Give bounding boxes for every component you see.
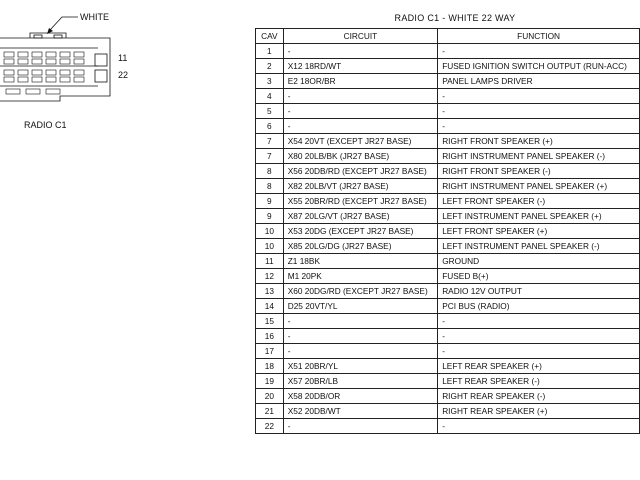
cav-cell: 6	[256, 119, 284, 134]
circuit-cell: X87 20LG/VT (JR27 BASE)	[283, 209, 437, 224]
function-cell: RIGHT INSTRUMENT PANEL SPEAKER (+)	[438, 179, 640, 194]
cav-cell: 7	[256, 134, 284, 149]
table-row	[256, 134, 640, 149]
table-row	[256, 419, 640, 434]
leader-line	[50, 17, 78, 30]
table-row	[256, 374, 640, 389]
table-row	[256, 359, 640, 374]
function-cell: LEFT INSTRUMENT PANEL SPEAKER (-)	[438, 239, 640, 254]
cav-cell: 9	[256, 194, 284, 209]
table-row	[256, 239, 640, 254]
function-cell: LEFT REAR SPEAKER (-)	[438, 374, 640, 389]
function-cell: FUSED B(+)	[438, 269, 640, 284]
pin-label-11: 11	[118, 53, 128, 63]
cav-cell: 2	[256, 59, 284, 74]
table-row	[256, 269, 640, 284]
circuit-cell: Z1 18BK	[283, 254, 437, 269]
cav-cell: 18	[256, 359, 284, 374]
cav-cell: 19	[256, 374, 284, 389]
circuit-cell: -	[283, 314, 437, 329]
table-row	[256, 44, 640, 59]
circuit-cell: X57 20BR/LB	[283, 374, 437, 389]
cav-cell: 14	[256, 299, 284, 314]
function-cell: PANEL LAMPS DRIVER	[438, 74, 640, 89]
circuit-cell: -	[283, 419, 437, 434]
circuit-cell: X82 20LB/VT (JR27 BASE)	[283, 179, 437, 194]
table-row	[256, 404, 640, 419]
circuit-cell: X58 20DB/OR	[283, 389, 437, 404]
connector-name: RADIO C1	[24, 120, 67, 130]
connector-diagram	[0, 0, 250, 160]
connector-color-label: WHITE	[80, 12, 109, 22]
cav-cell: 10	[256, 224, 284, 239]
function-cell: -	[438, 44, 640, 59]
table-row	[256, 104, 640, 119]
table-title: RADIO C1 - WHITE 22 WAY	[394, 13, 516, 23]
cav-cell: 13	[256, 284, 284, 299]
table-row	[256, 344, 640, 359]
circuit-cell: X51 20BR/YL	[283, 359, 437, 374]
function-cell: PCI BUS (RADIO)	[438, 299, 640, 314]
circuit-cell: -	[283, 104, 437, 119]
circuit-cell: -	[283, 344, 437, 359]
table-row	[256, 329, 640, 344]
circuit-cell: X12 18RD/WT	[283, 59, 437, 74]
circuit-cell: X56 20DB/RD (EXCEPT JR27 BASE)	[283, 164, 437, 179]
cav-cell: 5	[256, 104, 284, 119]
cav-cell: 15	[256, 314, 284, 329]
function-cell: -	[438, 419, 640, 434]
cav-cell: 20	[256, 389, 284, 404]
circuit-cell: -	[283, 119, 437, 134]
table-row	[256, 119, 640, 134]
cav-cell: 21	[256, 404, 284, 419]
function-cell: LEFT INSTRUMENT PANEL SPEAKER (+)	[438, 209, 640, 224]
cav-cell: 11	[256, 254, 284, 269]
cav-cell: 16	[256, 329, 284, 344]
table-body	[256, 44, 640, 434]
function-cell: RIGHT REAR SPEAKER (+)	[438, 404, 640, 419]
table-row	[256, 209, 640, 224]
cav-cell: 9	[256, 209, 284, 224]
table-row	[256, 284, 640, 299]
function-cell: LEFT FRONT SPEAKER (+)	[438, 224, 640, 239]
circuit-cell: M1 20PK	[283, 269, 437, 284]
cav-cell: 3	[256, 74, 284, 89]
function-cell: GROUND	[438, 254, 640, 269]
cav-cell: 12	[256, 269, 284, 284]
cav-cell: 8	[256, 164, 284, 179]
cav-cell: 7	[256, 149, 284, 164]
circuit-cell: X52 20DB/WT	[283, 404, 437, 419]
circuit-cell: X80 20LB/BK (JR27 BASE)	[283, 149, 437, 164]
function-cell: RIGHT INSTRUMENT PANEL SPEAKER (-)	[438, 149, 640, 164]
header-cav: CAV	[256, 29, 284, 44]
cav-cell: 22	[256, 419, 284, 434]
circuit-cell: E2 18OR/BR	[283, 74, 437, 89]
header-circuit: CIRCUIT	[283, 29, 437, 44]
function-cell: RIGHT REAR SPEAKER (-)	[438, 389, 640, 404]
circuit-cell: X54 20VT (EXCEPT JR27 BASE)	[283, 134, 437, 149]
table-row	[256, 299, 640, 314]
table-row	[256, 164, 640, 179]
circuit-cell: -	[283, 44, 437, 59]
table-row	[256, 59, 640, 74]
function-cell: FUSED IGNITION SWITCH OUTPUT (RUN-ACC)	[438, 59, 640, 74]
cav-cell: 1	[256, 44, 284, 59]
table-row	[256, 194, 640, 209]
function-cell: RIGHT FRONT SPEAKER (-)	[438, 164, 640, 179]
cav-cell: 17	[256, 344, 284, 359]
table-row	[256, 224, 640, 239]
function-cell: LEFT FRONT SPEAKER (-)	[438, 194, 640, 209]
circuit-cell: X55 20BR/RD (EXCEPT JR27 BASE)	[283, 194, 437, 209]
connector-cavities	[4, 52, 84, 94]
function-cell: LEFT REAR SPEAKER (+)	[438, 359, 640, 374]
cav-cell: 4	[256, 89, 284, 104]
function-cell: -	[438, 344, 640, 359]
pin-label-22: 22	[118, 70, 129, 80]
function-cell: -	[438, 119, 640, 134]
table-row	[256, 254, 640, 269]
cav-cell: 8	[256, 179, 284, 194]
header-function: FUNCTION	[438, 29, 640, 44]
function-cell: RADIO 12V OUTPUT	[438, 284, 640, 299]
cav-cell: 10	[256, 239, 284, 254]
circuit-cell: -	[283, 89, 437, 104]
circuit-cell: D25 20VT/YL	[283, 299, 437, 314]
table-row	[256, 389, 640, 404]
connector-housing	[0, 33, 110, 101]
table-header-row	[256, 29, 640, 44]
function-cell: -	[438, 329, 640, 344]
function-cell: -	[438, 314, 640, 329]
function-cell: -	[438, 104, 640, 119]
function-cell: RIGHT FRONT SPEAKER (+)	[438, 134, 640, 149]
table-row	[256, 179, 640, 194]
circuit-cell: X60 20DG/RD (EXCEPT JR27 BASE)	[283, 284, 437, 299]
circuit-cell: X53 20DG (EXCEPT JR27 BASE)	[283, 224, 437, 239]
table-row	[256, 89, 640, 104]
circuit-cell: -	[283, 329, 437, 344]
table-row	[256, 314, 640, 329]
function-cell: -	[438, 89, 640, 104]
table-row	[256, 74, 640, 89]
table-row	[256, 149, 640, 164]
pinout-table	[255, 28, 640, 434]
circuit-cell: X85 20LG/DG (JR27 BASE)	[283, 239, 437, 254]
